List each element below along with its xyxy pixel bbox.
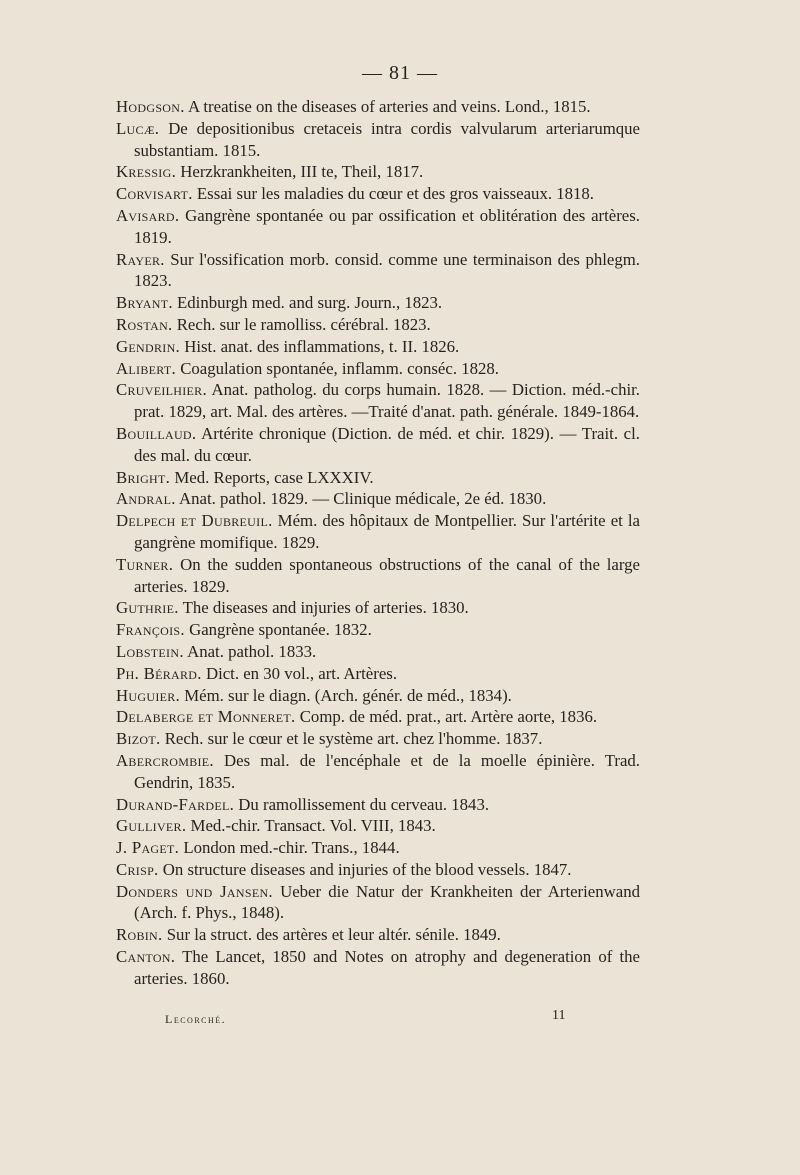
entry-text: Anat. patholog. du corps humain. 1828. — Diction. méd.-chir. prat. 1829, art. Mal. des artères. —Traité d'anat. path. générale. 1849-1864. [134,380,640,422]
entry-text: Essai sur les maladies du cœur et des gros vaisseaux. 1818. [192,184,594,204]
entry-text: Med. Reports, case LXXXIV. [170,467,374,487]
bibliography-entry [116,358,640,380]
entry-author: Rayer. [116,249,165,269]
entry-text: Med.-chir. Transact. Vol. VIII, 1843. [186,816,436,836]
entry-author: Rostan. [116,314,173,334]
entry-text: The Lancet, 1850 and Notes on atrophy and degeneration of the arteries. 1860. [134,947,640,988]
entry-text: Des mal. de l'encéphale et de la moelle épinière. Trad. Gendrin, 1835. [134,750,640,792]
entry-author: Gulliver. [116,816,187,836]
entry-author: Delpech et Dubreuil. [116,511,273,531]
bibliography-entry [116,641,640,663]
entry-text: London med.-chir. Trans., 1844. [179,838,400,858]
bibliography-entry [116,467,640,489]
entry-author: Donders und Jansen. [116,881,273,901]
entry-text: Du ramollissement du cerveau. 1843. [234,794,490,814]
entry-author: Bright. [116,467,171,487]
entry-text: On the sudden spontaneous obstructions of the canal of the large arteries. 1829. [134,554,640,596]
entry-author: Avisard. [116,205,180,225]
entry-author: Delaberge et Monneret. [116,707,296,727]
bibliography-entry [116,946,640,990]
bibliography-entry [116,249,640,293]
entry-author: Canton. [116,947,176,967]
entry-text: Mém. des hôpitaux de Montpellier. Sur l'artérite et la gangrène momifique. 1829. [134,511,640,552]
entry-author: Lucæ. [116,118,160,138]
entry-author: Bizot. [116,729,161,749]
entry-author: Cruveilhier. [116,380,207,400]
entry-author: Guthrie. [116,598,179,618]
entry-text: A treatise on the diseases of arteries and veins. Lond., 1815. [184,97,591,116]
bibliography-entry [116,423,640,467]
bibliography-entry [116,815,640,837]
bibliography-entry [116,183,640,205]
entry-text: Coagulation spontanée, inflamm. conséc. 1828. [176,358,499,378]
entry-text: De depositionibus cretaceis intra cordis valvularum arteriarumque substantiam. 1815. [134,118,640,160]
entry-author: Andral. [116,489,176,509]
entry-text: Hist. anat. des inflammations, t. II. 1826. [180,336,460,356]
entry-text: On structure diseases and injuries of the blood vessels. 1847. [158,859,572,879]
entry-author: Corvisart. [116,184,193,204]
bibliography-entry [116,881,640,925]
bibliography-entry [116,336,640,358]
entry-author: Turner. [116,554,174,574]
entry-text: Mém. sur le diagn. (Arch. génér. de méd., 1834). [180,685,512,705]
entry-author: Gendrin. [116,336,181,356]
printer-signature: Lecorché. [165,1012,227,1026]
bibliography-entry [116,728,640,750]
bibliography-entry [116,663,640,685]
bibliography-entry [116,750,640,794]
entry-text: Herzkrankheiten, III te, Theil, 1817. [176,162,424,182]
sheet-number: 11 [552,1008,566,1023]
entry-text: Rech. sur le ramolliss. cérébral. 1823. [172,314,431,334]
bibliography-entry [116,924,640,946]
entry-author: Hodgson. [116,97,185,116]
entry-author: Alibert. [116,358,176,378]
bibliography-entry [116,161,640,183]
entry-text: Sur la struct. des artères et leur altér. sénile. 1849. [162,925,501,945]
bibliography-entry [116,314,640,336]
entry-text: Artérite chronique (Diction. de méd. et chir. 1829). — Trait. cl. des mal. du cœur. [134,423,640,465]
entry-author: Ph. Bérard. [116,663,202,683]
bibliography-entry [116,205,640,249]
entry-author: Crisp. [116,859,159,879]
bibliography-entry [116,379,640,423]
bibliography-entry [116,96,640,118]
entry-text: Ueber die Natur der Krankheiten der Arterienwand (Arch. f. Phys., 1848). [134,881,640,923]
entry-text: Rech. sur le cœur et le système art. chez l'homme. 1837. [160,729,543,749]
entry-text: Anat. pathol. 1833. [183,641,317,661]
entry-author: Robin. [116,925,163,945]
bibliography-entry [116,706,640,728]
bibliography-entry [116,118,640,162]
entry-author: François. [116,620,185,640]
bibliography-entry [116,554,640,598]
bibliography-entry [116,292,640,314]
entry-text: Anat. pathol. 1829. — Clinique médicale, 2e éd. 1830. [175,489,547,509]
entry-author: Durand-Fardel. [116,794,235,814]
entry-text: Gangrène spontanée. 1832. [184,620,372,640]
entry-author: Abercrombie. [116,750,214,770]
entry-text: The diseases and injuries of arteries. 1830. [178,598,469,618]
bibliography-entry [116,837,640,859]
bibliography-entry [116,488,640,510]
entry-text: Comp. de méd. prat., art. Artère aorte, 1836. [295,707,598,727]
entry-author: Lobstein. [116,641,184,661]
bibliography-list [116,96,640,990]
entry-text: Sur l'ossification morb. consid. comme une terminaison des phlegm. 1823. [134,249,640,291]
entry-author: Bouillaud. [116,423,197,443]
bibliography-entry [116,794,640,816]
bibliography-entry [116,510,640,554]
bibliography-entry [116,597,640,619]
bibliography-entry [116,859,640,881]
entry-author: Bryant. [116,293,173,313]
bibliography-entry [116,619,640,641]
entry-text: Edinburgh med. and surg. Journ., 1823. [172,293,443,313]
entry-text: Dict. en 30 vol., art. Artères. [201,663,398,683]
entry-text: Gangrène spontanée ou par ossification et oblitération des artères. 1819. [134,205,640,247]
page-number: — 81 — [362,62,438,84]
entry-author: J. Paget. [116,838,180,858]
entry-author: Kressig. [116,162,177,182]
entry-author: Huguier. [116,685,181,705]
bibliography-entry [116,685,640,707]
